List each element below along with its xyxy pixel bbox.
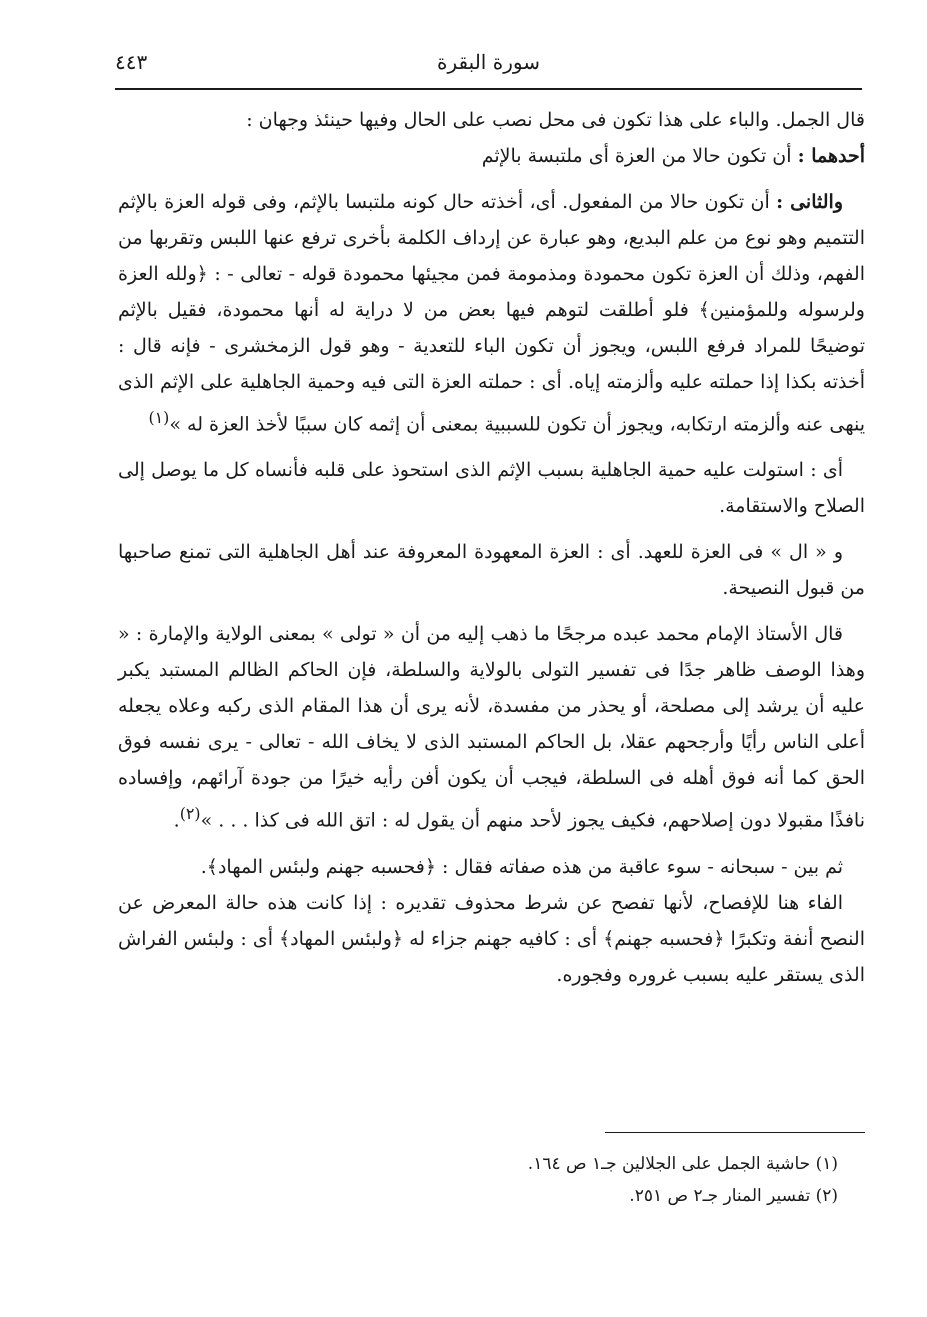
- footnote-1: (١) حاشية الجمل على الجلالين جـ١ ص ١٦٤.: [527, 1154, 838, 1174]
- paragraph-consequence: ثم بين - سبحانه - سوء عاقبة من هذه صفاته فقال : ﴿فحسبه جهنم ولبئس المهاد﴾.: [200, 855, 843, 878]
- surah-title: سورة البقرة: [437, 50, 540, 74]
- paragraph-abduh-quote: [118, 616, 865, 838]
- label-second: والثانى :: [776, 191, 843, 213]
- trailing-period: .: [173, 809, 180, 832]
- paragraph-intro: قال الجمل. والباء على هذا تكون فى محل نصب على الحال وفيها حينئذ وجهان :: [246, 109, 865, 131]
- footnote-2: (٢) تفسير المنار جـ٢ ص ٢٥١.: [629, 1186, 838, 1206]
- header-divider: [115, 88, 862, 90]
- page-header: [115, 46, 862, 86]
- footnote-divider: [605, 1132, 865, 1133]
- page-number: ٤٤٣: [115, 50, 148, 74]
- label-first: أحدهما :: [797, 145, 865, 167]
- paragraph-al-definite: و « ال » فى العزة للعهد. أى : العزة المعهودة المعروفة عند أهل الجاهلية التى تمنع صاحبها من قبول النصيحة.: [118, 541, 865, 600]
- paragraph-second-aspect: [118, 184, 865, 442]
- paragraph-first-text: أن تكون حالا من العزة أى ملتبسة بالإثم: [481, 145, 792, 167]
- paragraph-first-aspect: [118, 138, 865, 174]
- paragraph-explanation: أى : استولت عليه حمية الجاهلية بسبب الإثم الذى استحوذ على قلبه فأنساه كل ما يوصل إلى الصلاح والاستقامة.: [118, 459, 865, 518]
- paragraph-second-text: أن تكون حالا من المفعول. أى، أخذته حال كونه ملتبسا بالإثم، وفى قوله العزة بالإثم التتميم وهو نوع من علم البديع، وهو عبارة عن إرداف الكلمة بأخرى ترفع عنها اللبس وتقربها من الفهم، وذلك أن العزة تكون محمودة ومذمومة فمن مجيئها محمودة قوله - تعالى - : ﴿ولله العزة ولرسوله وللمؤمنين﴾ فلو أطلقت لتوهم فيها بعض من لا دراية له أنها محمودة، فقيل بالإثم توضيحًا للمراد فرفع اللبس، ويجوز أن تكون الباء للتعدية - وهو قول الزمخشرى - فإنه قال : أخذته بكذا إذا حملته عليه وألزمته إياه. أى : حملته العزة التى فيه وحمية الجاهلية على الإثم الذى ينهى عنه وألزمته ارتكابه، ويجوز أن تكون للسببية بمعنى أن إثمه كان سببًا لأخذ العزة له »: [118, 191, 865, 436]
- footnote-ref-1[interactable]: (١): [148, 408, 170, 427]
- paragraph-abduh-text: قال الأستاذ الإمام محمد عبده مرجحًا ما ذهب إليه من أن « تولى » بمعنى الولاية والإمارة : « وهذا الوصف ظاهر جدًا فى تفسير التولى بالولاية والسلطة، فإن الحاكم الظالم المستبد يكبر عليه أن يرشد إلى مصلحة، أو يحذر من مفسدة، لأنه يرى أن هذا المقام الذى ركبه وعلاه يجعله أعلى الناس رأيًا وأرجحهم عقلا، بل الحاكم المستبد الذى لا يخاف الله - تعالى - يرى نفسه فوق الحق كما أنه فوق أهله فى السلطة، فيجب أن يكون أفن رأيه خيرًا من جودة آرائهم، وإفساده نافذًا مقبولا دون إصلاحهم، فكيف يجوز لأحد منهم أن يقول له : اتق الله فى كذا . . . »: [118, 623, 865, 832]
- paragraph-fa-explanation: الفاء هنا للإفصاح، لأنها تفصح عن شرط محذوف تقديره : إذا كانت هذه حالة المعرض عن النصح أنفة وتكبرًا ﴿فحسبه جهنم﴾ أى : كافيه جهنم جزاء له ﴿ولبئس المهاد﴾ أى : ولبئس الفراش الذى يستقر عليه بسبب غروره وفجوره.: [118, 891, 865, 986]
- footnotes: [118, 1148, 838, 1212]
- footnote-ref-2[interactable]: (٢): [179, 804, 201, 824]
- main-text: [118, 102, 865, 1003]
